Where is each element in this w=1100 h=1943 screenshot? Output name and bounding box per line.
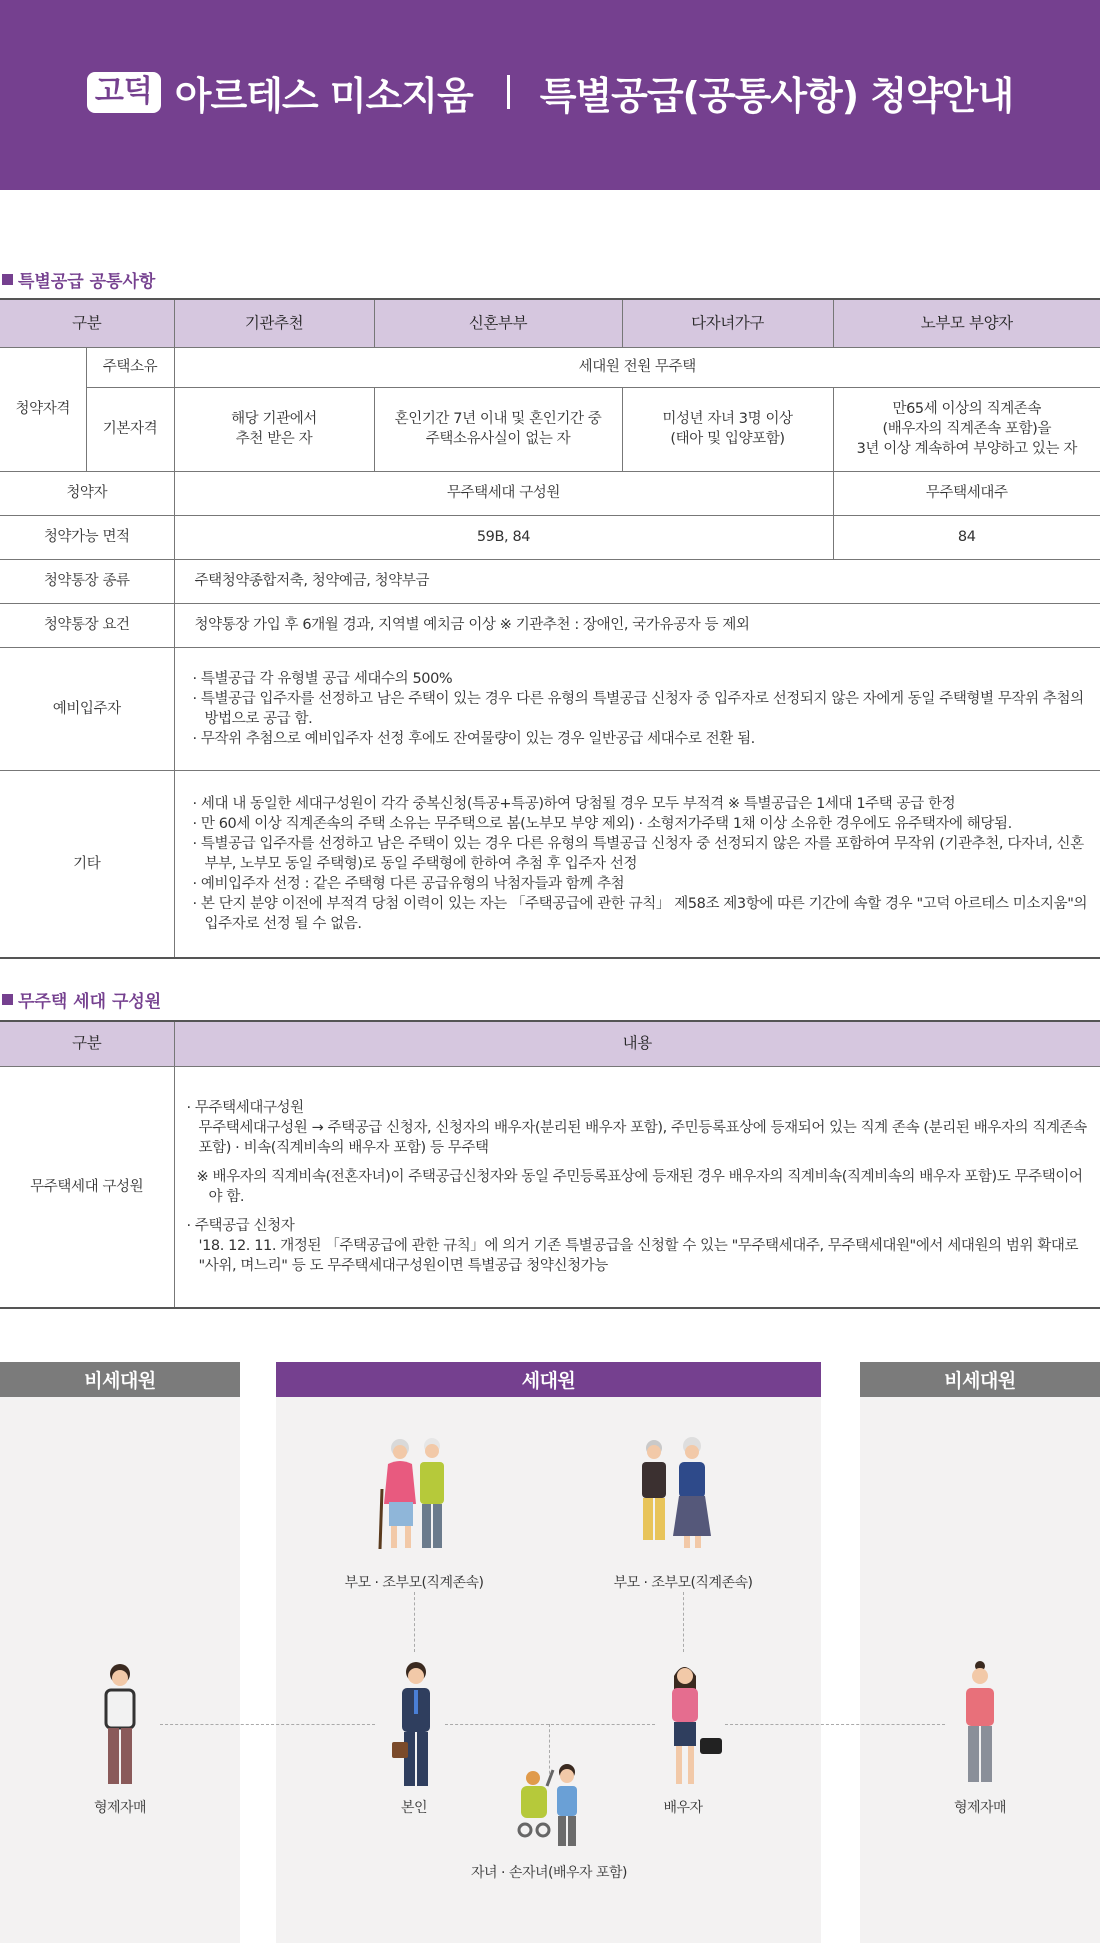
sibling-woman-icon xyxy=(958,1660,1002,1792)
self-businessman-icon xyxy=(390,1660,440,1792)
etc-item: · 세대 내 동일한 세대구성원이 각각 중복신청(특공+특공)하여 당첨될 경우 모두 부적격 ※ 특별공급은 1세대 1주택 공급 한정 xyxy=(192,795,956,812)
panel-head-right: 비세대원 xyxy=(860,1362,1100,1397)
sibling-left-label: 형제자매 xyxy=(93,1800,147,1816)
header-category: 구분 xyxy=(0,299,174,347)
grandparents-icon xyxy=(630,1434,720,1554)
basic-multichild-line: (태아 및 입양포함) xyxy=(670,431,785,447)
reserve-item: · 특별공급 각 유형별 공급 세대수의 500% xyxy=(192,670,453,687)
account-req-value: 청약통장 가입 후 6개월 경과, 지역별 예치금 이상 ※ 기관추천 : 장애인, 국가유공자 등 제외 xyxy=(174,603,1100,647)
header-newlywed: 신혼부부 xyxy=(374,299,622,347)
row-label-applicant: 청약자 xyxy=(0,471,174,515)
basic-elderly-cell xyxy=(833,387,1100,471)
square-bullet-icon xyxy=(2,994,13,1005)
header-multichild: 다자녀가구 xyxy=(622,299,833,347)
table-row xyxy=(0,387,1100,471)
table-header-row xyxy=(0,299,1100,347)
brand-name: 아르테스 미소지움 xyxy=(174,73,473,118)
common-requirements-table xyxy=(0,298,1100,959)
square-bullet-icon xyxy=(2,274,13,285)
row-label-reserve: 예비입주자 xyxy=(0,647,174,770)
basic-elderly-line: (배우자의 직계존속 포함)을 xyxy=(882,421,1052,437)
table-row xyxy=(0,471,1100,515)
section-heading-household: 무주택 세대 구성원 xyxy=(2,987,161,1012)
applicant-elderly-value: 무주택세대주 xyxy=(833,471,1100,515)
reserve-item: · 특별공급 입주자를 선정하고 남은 주택이 있는 경우 다른 유형의 특별공급 신청자 중 입주자로 선정되지 않은 자에게 동일 주택형별 무작위 추첨의 방법으로 공급 함. xyxy=(192,690,1084,727)
table-row xyxy=(0,1066,1100,1308)
household-member-table xyxy=(0,1020,1100,1309)
basic-multichild-line: 미성년 자녀 3명 이상 xyxy=(662,411,793,427)
sibling-right-label: 형제자매 xyxy=(953,1800,1007,1816)
parents-left-label: 부모 · 조부모(직계존속) xyxy=(344,1575,484,1591)
page-banner xyxy=(0,0,1100,190)
household-content xyxy=(174,1066,1100,1308)
household-note: ※ 배우자의 직계비속(전혼자녀)이 주택공급신청자와 동일 주민등록표상에 등재된 경우 배우자의 직계비속(직계비속의 배우자 포함)도 무주택이어야 함. xyxy=(196,1168,1083,1205)
area-elderly-value: 84 xyxy=(833,515,1100,559)
account-type-value: 주택청약종합저축, 청약예금, 청약부금 xyxy=(174,559,1100,603)
etc-item: · 특별공급 입주자를 선정하고 남은 주택이 있는 경우 다른 유형의 특별공급 신청자 중 선정되지 않은 자를 포함하여 무작위 (기관추천, 다자녀, 신혼부부, 노부모 동일 주택형)로 동일 주택형에 한하여 추첨 후 입주자 선정 xyxy=(192,835,1084,872)
panel-head-left: 비세대원 xyxy=(0,1362,240,1397)
sibling-man-icon xyxy=(98,1662,142,1792)
row-label-qualification: 청약자격 xyxy=(0,347,86,471)
parents-right-label: 부모 · 조부모(직계존속) xyxy=(613,1575,753,1591)
header-institution: 기관추천 xyxy=(174,299,374,347)
applicant-value: 무주택세대 구성원 xyxy=(174,471,833,515)
table-row xyxy=(0,347,1100,387)
basic-newlywed-line: 혼인기간 7년 이내 및 혼인기간 중 xyxy=(394,411,602,427)
area-value: 59B, 84 xyxy=(174,515,833,559)
household-diagram xyxy=(0,1362,1100,1943)
row-label-etc: 기타 xyxy=(0,770,174,958)
non-member-panel-right xyxy=(860,1362,1100,1943)
etc-item: · 만 60세 이상 직계존속의 주택 소유는 무주택으로 봄(노부모 부양 제외) · 소형저가주택 1채 이상 소유한 경우에도 유주택자에 해당됨. xyxy=(192,815,1012,832)
member-panel xyxy=(276,1362,821,1943)
table-row xyxy=(0,515,1100,559)
children-icon xyxy=(515,1760,585,1850)
etc-content xyxy=(174,770,1100,958)
basic-elderly-line: 3년 이상 계속하여 부양하고 있는 자 xyxy=(856,441,1077,457)
header-content: 내용 xyxy=(174,1021,1100,1066)
table-row xyxy=(0,647,1100,770)
basic-newlywed-line: 주택소유사실이 없는 자 xyxy=(425,431,571,447)
basic-institution-line: 해당 기관에서 xyxy=(231,411,317,427)
reserve-item: · 무작위 추첨으로 예비입주자 선정 후에도 잔여물량이 있는 경우 일반공급 세대수로 전환 됨. xyxy=(192,730,755,747)
row-label-basic: 기본자격 xyxy=(86,387,174,471)
basic-multichild-cell xyxy=(622,387,833,471)
etc-item: · 본 단지 분양 이전에 부적격 당첨 이력이 있는 자는 「주택공급에 관한 규칙」 제58조 제3항에 따른 기간에 속할 경우 "고덕 아르테스 미소지움"의 입주자로 선정 될 수 없음. xyxy=(192,895,1088,932)
ownership-value: 세대원 전원 무주택 xyxy=(174,347,1100,387)
household-item-text: '18. 12. 11. 개정된 「주택공급에 관한 규칙」에 의거 기존 특별공급을 신청할 수 있는 "무주택세대주, 무주택세대원"에서 세대원의 범위 확대로 "사위, 며느리" 등 도 무주택세대구성원이면 특별공급 청약신청가능 xyxy=(198,1237,1079,1274)
etc-item: · 예비입주자 선정 : 같은 주택형 다른 공급유형의 낙첨자들과 함께 추첨 xyxy=(192,875,625,892)
header-category: 구분 xyxy=(0,1021,174,1066)
table-row xyxy=(0,603,1100,647)
row-label-area: 청약가능 면적 xyxy=(0,515,174,559)
reserve-content xyxy=(174,647,1100,770)
household-item-text: 무주택세대구성원 → 주택공급 신청자, 신청자의 배우자(분리된 배우자 포함), 주민등록표상에 등재되어 있는 직계 존속 (분리된 배우자의 직계존속 포함) · 비속(직계비속의 배우자 포함) 등 무주택 xyxy=(198,1119,1087,1156)
children-label: 자녀 · 손자녀(배우자 포함) xyxy=(471,1865,627,1881)
household-item-title: · 무주택세대구성원 xyxy=(186,1099,304,1116)
row-label-account-req: 청약통장 요건 xyxy=(0,603,174,647)
table-header-row xyxy=(0,1021,1100,1066)
panel-head-mid: 세대원 xyxy=(276,1362,821,1397)
table-row xyxy=(0,770,1100,958)
table-row xyxy=(0,559,1100,603)
connector-line xyxy=(414,1592,415,1652)
row-label-ownership: 주택소유 xyxy=(86,347,174,387)
grandparents-icon xyxy=(370,1434,460,1554)
self-label: 본인 xyxy=(400,1800,428,1816)
spouse-label: 배우자 xyxy=(663,1800,703,1816)
basic-newlywed-cell xyxy=(374,387,622,471)
row-label-account-type: 청약통장 종류 xyxy=(0,559,174,603)
basic-institution-cell xyxy=(174,387,374,471)
page-title: 특별공급(공통사항) 청약안내 xyxy=(539,73,1014,118)
connector-line xyxy=(445,1724,655,1725)
basic-elderly-line: 만65세 이상의 직계존속 xyxy=(892,401,1042,417)
banner-divider xyxy=(507,75,510,109)
section-heading-common: 특별공급 공통사항 xyxy=(2,267,155,292)
row-label-household: 무주택세대 구성원 xyxy=(0,1066,174,1308)
spouse-woman-icon xyxy=(662,1660,724,1792)
household-item-title: · 주택공급 신청자 xyxy=(186,1217,295,1234)
basic-institution-line: 추천 받은 자 xyxy=(235,431,313,447)
connector-line xyxy=(160,1724,375,1725)
non-member-panel-left xyxy=(0,1362,240,1943)
brand-badge: 고덕 xyxy=(87,72,161,113)
header-elderly: 노부모 부양자 xyxy=(833,299,1100,347)
connector-line xyxy=(683,1592,684,1652)
connector-line xyxy=(725,1724,945,1725)
